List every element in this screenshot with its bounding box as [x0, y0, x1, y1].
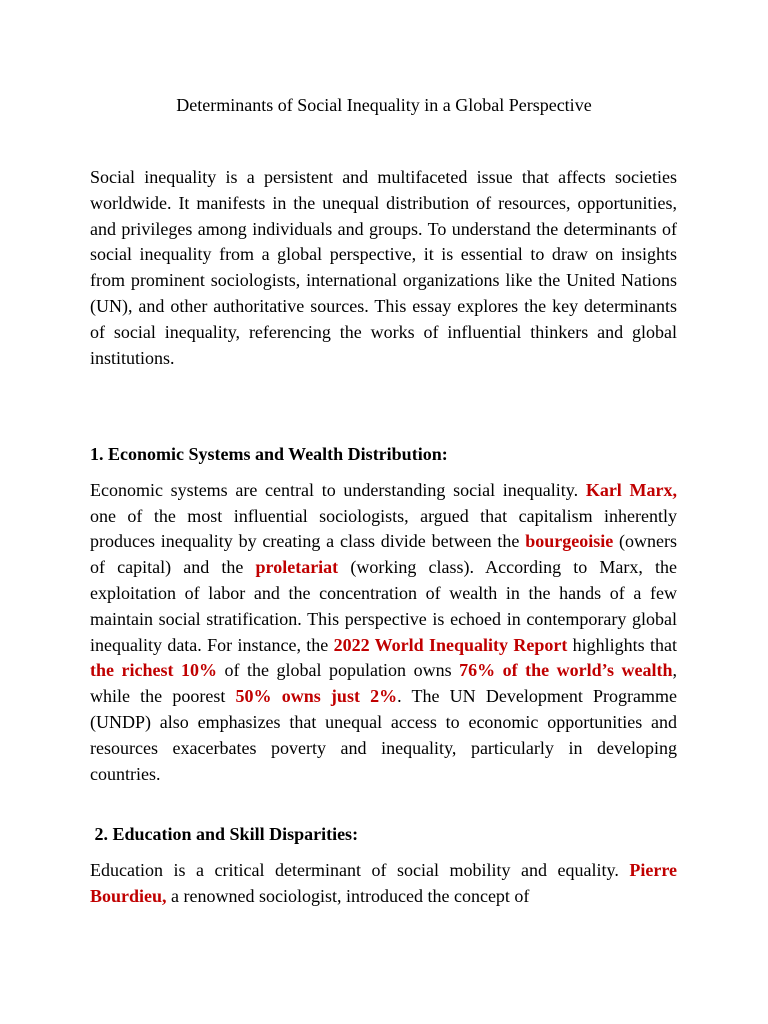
section-economic [90, 442, 677, 787]
highlight-karl-marx: Karl Marx, [585, 479, 677, 500]
highlight-50-percent-owns: 50% owns just 2% [235, 686, 398, 707]
text-run: one of the most influential sociologists, argued that capitalism inherently produces inequality by creating a class divide between the [90, 505, 677, 552]
text-run: . The UN Development Programme (UNDP) also emphasizes that unequal access to economic opportunities and resources exacerbates poverty and inequality, particularly in developing countries. [90, 686, 677, 784]
text-run: (working class). According to Marx, the exploitation of labor and the concentration of wealth in the hands of a few maintain social stratification. This perspective is echoed in contemporary global inequality data. For instance, the [90, 557, 677, 655]
text-run: , while the poorest [90, 660, 677, 707]
highlight-pierre-bourdieu: Pierre Bourdieu, [90, 859, 677, 906]
section-heading-education: 2. Education and Skill Disparities: [90, 824, 359, 844]
section-paragraph-education [90, 858, 677, 910]
section-heading-economic: 1. Economic Systems and Wealth Distribution: [90, 444, 448, 464]
text-run: highlights that [567, 634, 678, 655]
text-run: a renowned sociologist, introduced the concept of [166, 885, 530, 906]
text-run: (owners of capital) and the [90, 531, 678, 578]
intro-section [90, 165, 677, 371]
text-run: Education is a critical determinant of social mobility and equality. [90, 859, 630, 880]
intro-paragraph: Social inequality is a persistent and multifaceted issue that affects societies worldwide. It manifests in the unequal distribution of resources, opportunities, and privileges among individuals and groups. To understand the determinants of social inequality from a global perspective, it is essential to draw on insights from prominent sociologists, international organizations like the United Nations (UN), and other authoritative sources. This essay explores the key determinants of social inequality, referencing the works of influential thinkers and global institutions. [90, 167, 677, 368]
highlight-world-inequality-report: 2022 World Inequality Report [333, 634, 568, 655]
highlight-76-percent-wealth: 76% of the world’s wealth [459, 660, 673, 681]
highlight-richest-10: the richest 10% [90, 660, 218, 681]
highlight-bourgeoisie: bourgeoisie [525, 531, 614, 552]
document-title: Determinants of Social Inequality in a Global Perspective [176, 95, 592, 115]
section-paragraph-economic [90, 478, 677, 788]
text-run: Economic systems are central to understanding social inequality. [90, 479, 586, 500]
text-run: of the global population owns [217, 660, 460, 681]
highlight-proletariat: proletariat [255, 557, 339, 578]
section-education [90, 822, 677, 909]
